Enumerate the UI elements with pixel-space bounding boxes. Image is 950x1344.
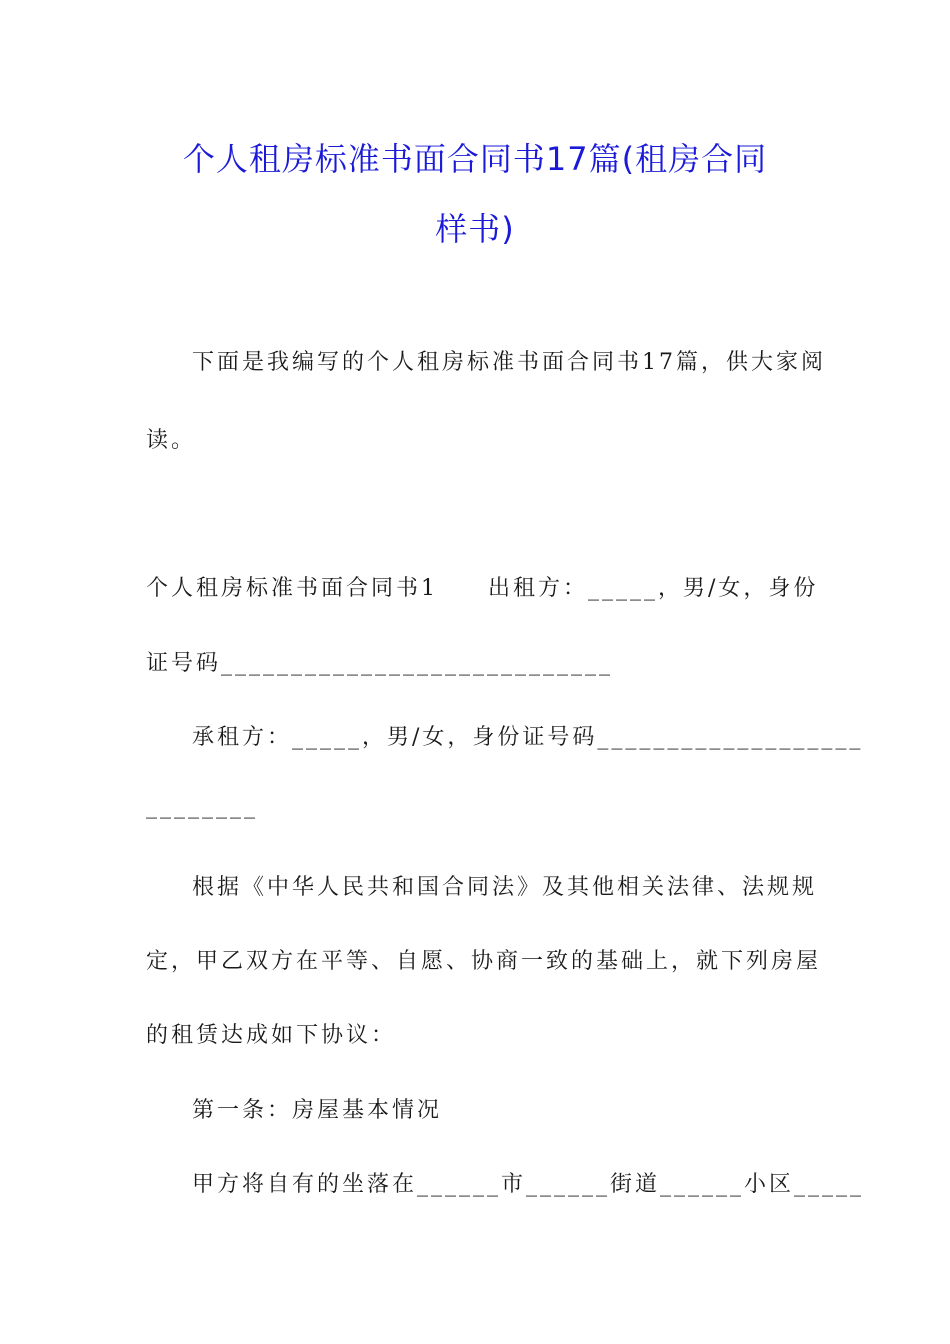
contract1-lessee-id-continued: ________ xyxy=(146,794,258,819)
contract1-lessee-line: 承租方：_____，男/女，身份证号码___________________ xyxy=(192,725,864,750)
article1-heading: 第一条：房屋基本情况 xyxy=(192,1098,443,1123)
law-paragraph-line3: 的租赁达成如下协议： xyxy=(146,1023,397,1048)
article1-line1: 甲方将自有的坐落在______市______街道______小区_____ xyxy=(192,1172,865,1197)
document-title-line2: 样书) xyxy=(435,210,515,248)
intro-line2: 读。 xyxy=(146,428,197,453)
law-paragraph-line1: 根据《中华人民共和国合同法》及其他相关法律、法规规 xyxy=(192,875,818,900)
document-title-line1: 个人租房标准书面合同书17篇(租房合同 xyxy=(182,140,768,178)
law-paragraph-line2: 定，甲乙双方在平等、自愿、协商一致的基础上，就下列房屋 xyxy=(146,949,822,974)
contract1-lessor-id-line: 证号码____________________________ xyxy=(146,651,614,676)
intro-line1: 下面是我编写的个人租房标准书面合同书17篇，供大家阅 xyxy=(192,350,826,375)
contract1-lessor-line: 个人租房标准书面合同书1 出租方：_____，男/女，身份 xyxy=(146,576,819,601)
